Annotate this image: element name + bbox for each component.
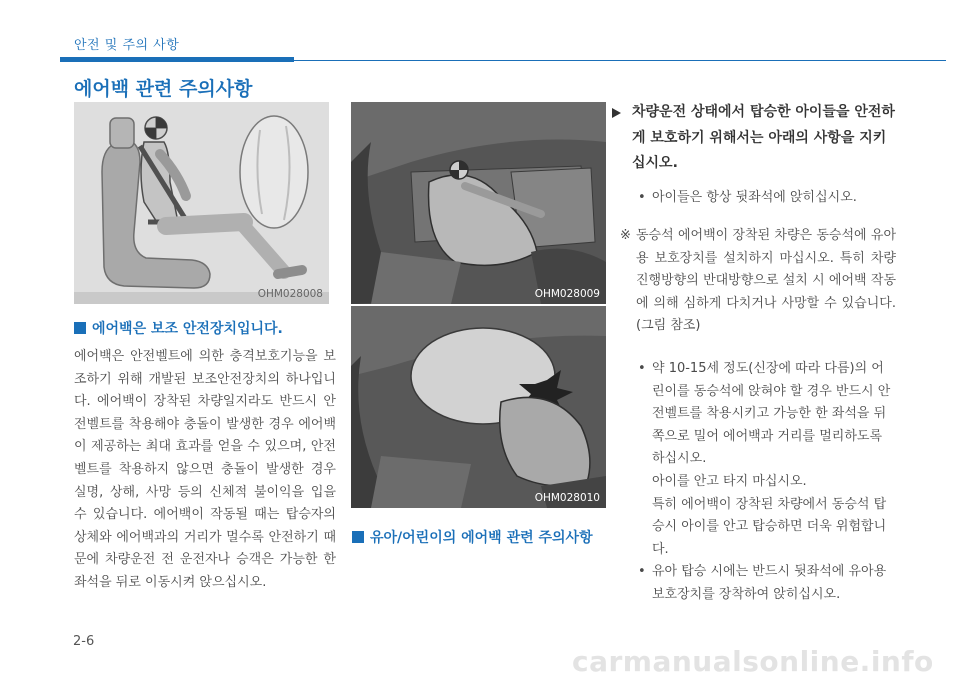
airbag-child-seat-illustration bbox=[351, 306, 606, 508]
reference-mark-icon: ※ bbox=[620, 228, 631, 244]
bullet-text: 유아 탑승 시에는 반드시 뒷좌석에 유아용 보호장치를 장착하여 앉히십시오. bbox=[652, 564, 887, 602]
bullet-dot-icon: • bbox=[638, 564, 646, 580]
note-text: 동승석 에어백이 장착된 차량은 동승석에 유아용 보호장치를 설치하지 마십시오. 특히 차량 진행방향의 반대방향으로 설치 시 에어백 작동에 의해 심하게 다치거나 사망할 수 있습니다.(그림 참조) bbox=[636, 228, 896, 334]
bullet-text: 특히 에어백이 장착된 차량에서 동승석 탑승시 아이를 안고 탑승하면 더욱 위험합니다. bbox=[652, 496, 887, 557]
right-column bbox=[612, 100, 896, 607]
bullet-item bbox=[612, 561, 896, 606]
bullet-dot-icon: • bbox=[638, 189, 646, 205]
header-rule-thin bbox=[294, 60, 946, 61]
subhead-airbag-supplementary bbox=[74, 318, 283, 338]
figure-code-label: OHM028008 bbox=[257, 288, 323, 300]
airbag-dummy-illustration bbox=[74, 102, 329, 304]
subhead-text: 유아/어린이의 에어백 관련 주의사항 bbox=[370, 530, 593, 546]
figure-airbag-child-seat bbox=[351, 306, 606, 508]
bullet-text: 아이들은 항상 뒷좌석에 앉히십시오. bbox=[652, 189, 857, 205]
child-seat-illustration bbox=[351, 102, 606, 304]
square-bullet-icon bbox=[74, 322, 86, 334]
subhead-child-airbag bbox=[352, 527, 593, 547]
bullet-text: 아이를 안고 타지 마십시오. bbox=[652, 474, 807, 490]
section-tab: 안전 및 주의 사항 bbox=[74, 38, 180, 53]
body-paragraph: 에어백은 안전벨트에 의한 충격보호기능을 보조하기 위해 개발된 보조안전장치의 하나입니다. 에어백이 장착된 차량일지라도 반드시 안전벨트를 착용해야 충돌이 발생한 경우 에어백이 제공하는 최대 효과를 얻을 수 있으며, 안전벨트를 착용하지 않으면 충돌이 발생한 경우 실명, 상해, 사망 등의 신체적 불이익을 입을 수 있습니다. 에어백이 작동될 때는 탑승자의 상체와 에어백과의 거리가 멀수록 안전하기 때문에 차량운전 전 운전자나 승객은 가능한 한 좌석을 뒤로 이동시켜 앉으십시오. bbox=[74, 349, 336, 590]
square-bullet-icon bbox=[352, 531, 364, 543]
note-item bbox=[612, 225, 896, 338]
figure-code-label: OHM028009 bbox=[534, 288, 600, 300]
figure-child-seat bbox=[351, 102, 606, 304]
bullet-dot-icon: • bbox=[638, 361, 646, 377]
right-heading bbox=[612, 100, 896, 177]
bullet-item bbox=[612, 358, 896, 561]
triangle-arrow-icon bbox=[612, 108, 621, 118]
figure-airbag-dummy bbox=[74, 102, 329, 304]
header-rule-thick bbox=[60, 57, 294, 62]
figure-code-label: OHM028010 bbox=[534, 492, 600, 504]
watermark: carmanualsonline.info bbox=[572, 645, 934, 678]
subhead-text: 에어백은 보조 안전장치입니다. bbox=[92, 321, 283, 337]
bullet-item bbox=[612, 187, 896, 210]
bullet-text: 약 10-15세 정도(신장에 따라 다름)의 어린이를 동승석에 앉혀야 할 경우 반드시 안전벨트를 착용시키고 가능한 한 좌석을 뒤쪽으로 밀어 에어백과 거리를 멀리하도록 하십시오. bbox=[652, 361, 891, 467]
page-title: 에어백 관련 주의사항 bbox=[74, 78, 253, 100]
page-number: 2-6 bbox=[73, 634, 95, 649]
right-heading-text: 차량운전 상태에서 탑승한 아이들을 안전하게 보호하기 위해서는 아래의 사항을 지키십시오. bbox=[632, 104, 895, 171]
